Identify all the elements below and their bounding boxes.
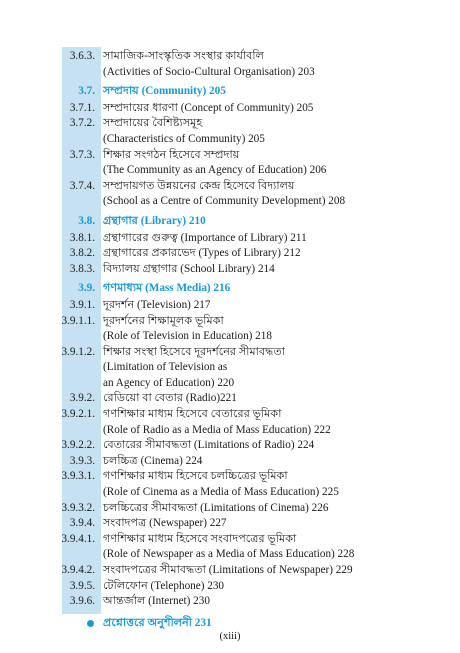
toc-entry-line: চলচ্চিত্রের সীমাবদ্ধতা (Limitations of Cinema) 226 — [103, 501, 329, 514]
toc-entry — [0, 516, 460, 532]
toc-entry — [0, 501, 460, 517]
toc-entry-line: সংবাদপত্র (Newspaper) 227 — [103, 517, 227, 530]
toc-entry — [0, 231, 460, 247]
toc-entry-title — [103, 407, 448, 438]
toc-entry-line: শিক্ষার সংগঠন হিসেবে সম্প্রদায় — [103, 148, 240, 161]
toc-entry-number: 3.9. — [78, 282, 95, 295]
toc-entry-title — [103, 179, 448, 210]
toc-entry-line: (Role of Radio as a Media of Mass Education) 222 — [103, 423, 331, 436]
toc-entry-line: গণশিক্ষার মাধ্যম হিসেবে বেতারের ভূমিকা — [103, 408, 282, 421]
toc-entry — [0, 532, 460, 563]
toc-section-entry — [0, 281, 460, 297]
toc-entry-number: 3.9.5. — [69, 579, 95, 592]
toc-entry-number: 3.7.3. — [69, 148, 95, 161]
toc-entry-number: 3.9.4.1. — [61, 532, 95, 545]
toc-section-entry — [0, 214, 460, 230]
toc-entry — [0, 579, 460, 595]
toc-entry-title — [103, 49, 448, 80]
toc-entry-title — [103, 391, 448, 407]
toc-entry-title — [103, 231, 448, 247]
toc-entry — [0, 101, 460, 117]
toc-entry-number: 3.8.2. — [69, 247, 95, 260]
toc-entry-number: 3.9.2.2. — [61, 439, 95, 452]
toc-entry-line: গ্রন্থাগারের প্রকারভেদ (Types of Library) 212 — [103, 247, 301, 260]
toc-entry-line: টেলিফোন (Telephone) 230 — [103, 579, 225, 592]
toc-entry-number: 3.7.2. — [69, 117, 95, 130]
toc-entry-number: 3.9.3.1. — [61, 470, 95, 483]
toc-entry-title — [103, 262, 448, 278]
toc-entry-number: 3.7.1. — [69, 101, 95, 114]
toc-entry-title — [103, 101, 448, 117]
toc-entry-number: 3.9.3. — [69, 454, 95, 467]
toc-entry-title — [103, 148, 448, 179]
toc-entry — [0, 407, 460, 438]
toc-entry-line: (Characteristics of Community) 205 — [103, 132, 265, 145]
toc-entry-title — [103, 314, 448, 345]
toc-entry-title — [103, 616, 448, 632]
toc-entry-line: আন্তর্জাল (Internet) 230 — [103, 595, 210, 608]
toc-entry — [0, 438, 460, 454]
toc-entry-number: 3.9.1.2. — [61, 345, 95, 358]
toc-entry-number: 3.8. — [78, 214, 95, 227]
toc-entry — [0, 148, 460, 179]
toc-entry-number: 3.9.2. — [69, 392, 95, 405]
toc-entry-title — [103, 116, 448, 147]
toc-entry-line: বেতারের সীমাবদ্ধতা (Limitations of Radio) 224 — [103, 439, 315, 452]
toc-entry-number: 3.9.1.1. — [61, 314, 95, 327]
toc-entry-number: 3.9.1. — [69, 298, 95, 311]
toc-entry-line: দূরদর্শন (Television) 217 — [103, 298, 211, 311]
toc-entry — [0, 298, 460, 314]
toc-entry — [0, 49, 460, 80]
toc-entry-title — [103, 281, 448, 297]
toc-entry — [0, 563, 460, 579]
toc-entry-number: 3.7. — [78, 85, 95, 98]
toc-entry-number: 3.9.4.2. — [61, 564, 95, 576]
toc-entry — [0, 391, 460, 407]
toc-entry-line: প্রশ্নোত্তরে অনুশীলনী 231 — [103, 616, 212, 629]
toc-entry — [0, 594, 460, 610]
toc-entry — [0, 345, 460, 392]
toc-entry-line: সম্প্রদায় (Community) 205 — [103, 85, 226, 98]
toc-entry-line: সামাজিক-সাংস্কৃতিক সংস্থার কার্যাবলি — [103, 50, 264, 62]
toc-entry-title — [103, 579, 448, 595]
toc-entry-number: 3.6.3. — [69, 50, 95, 62]
toc-entry-line: সংবাদপত্রের সীমাবদ্ধতা (Limitations of Newspaper) 229 — [103, 564, 353, 576]
toc-entry — [0, 246, 460, 262]
toc-entry-title — [103, 501, 448, 517]
toc-entry-number: 3.8.3. — [69, 262, 95, 275]
toc-entry-number: 3.7.4. — [69, 179, 95, 192]
toc-entry-line: সম্প্রদায়গত উন্নয়নের কেন্দ্র হিসেবে বিদ্যালয় — [103, 179, 295, 192]
toc-entry-line: গণশিক্ষার মাধ্যম হিসেবে চলচ্চিত্রের ভূমিকা — [103, 470, 288, 483]
toc-entry-line: (The Community as an Agency of Education) 206 — [103, 164, 327, 177]
toc-entry — [0, 454, 460, 470]
toc-entry-title — [103, 298, 448, 314]
toc-entry-line: গ্রন্থাগার (Library) 210 — [103, 214, 206, 227]
toc-entry-line: গণশিক্ষার মাধ্যম হিসেবে সংবাদপত্রের ভূমিকা — [103, 532, 297, 545]
toc-review-entry — [0, 616, 460, 632]
page-number: (xiii) — [219, 631, 241, 642]
toc-entry-line: সম্প্রদায়ের বৈশিষ্ট্যসমূহ — [103, 117, 203, 130]
toc-entry-number: 3.9.6. — [69, 595, 95, 608]
toc-entry-line: বিদ্যালয় গ্রন্থাগার (School Library) 214 — [103, 262, 275, 275]
toc-entry-number: 3.9.2.1. — [61, 408, 95, 421]
toc-entry-title — [103, 563, 448, 579]
toc-entry-line: (School as a Centre of Community Development) 208 — [103, 195, 346, 208]
toc-entry-number: 3.9.4. — [69, 517, 95, 530]
toc-entry-title — [103, 516, 448, 532]
toc-entry — [0, 262, 460, 278]
toc-section-entry — [0, 84, 460, 100]
toc-entry-line: সম্প্রদায়ের ধারণা (Concept of Community) 205 — [103, 101, 314, 114]
toc-entry — [0, 179, 460, 210]
toc-entry — [0, 314, 460, 345]
toc-entry-line: গ্রন্থাগারের গুরুত্ব (Importance of Library) 211 — [103, 231, 307, 244]
toc-entry-title — [103, 438, 448, 454]
table-of-contents — [0, 49, 460, 631]
toc-entry-title — [103, 345, 448, 392]
toc-entry-line: চলচ্চিত্র (Cinema) 224 — [103, 454, 203, 467]
bullet-dot-icon — [87, 620, 94, 627]
toc-entry-line: রেডিয়ো বা বেতার (Radio)221 — [103, 392, 237, 405]
toc-entry-title — [103, 214, 448, 230]
toc-entry-line: গণমাধ্যম (Mass Media) 216 — [103, 282, 231, 295]
toc-entry-line: দূরদর্শনের শিক্ষামূলক ভূমিকা — [103, 314, 224, 327]
toc-entry-line: (Role of Newspaper as a Media of Mass Education) 228 — [103, 548, 355, 561]
toc-entry-number: 3.8.1. — [69, 231, 95, 244]
toc-entry-title — [103, 246, 448, 262]
toc-entry-line: শিক্ষার সংস্থা হিসেবে দূরদর্শনের সীমাবদ্ধতা — [103, 345, 285, 358]
toc-entry-line: (Limitation of Television as — [103, 361, 228, 374]
toc-entry-title — [103, 594, 448, 610]
toc-entry-title — [103, 532, 448, 563]
toc-entry — [0, 469, 460, 500]
toc-entry-line: an Agency of Education) 220 — [103, 376, 235, 389]
toc-entry-number: 3.9.3.2. — [61, 501, 95, 514]
toc-entry-line: (Role of Television in Education) 218 — [103, 330, 272, 343]
toc-entry-line: (Role of Cinema as a Media of Mass Education) 225 — [103, 486, 339, 499]
toc-entry — [0, 116, 460, 147]
toc-entry-line: (Activities of Socio-Cultural Organisation) 203 — [103, 65, 315, 78]
toc-entry-title — [103, 84, 448, 100]
toc-entry-title — [103, 469, 448, 500]
toc-entry-title — [103, 454, 448, 470]
